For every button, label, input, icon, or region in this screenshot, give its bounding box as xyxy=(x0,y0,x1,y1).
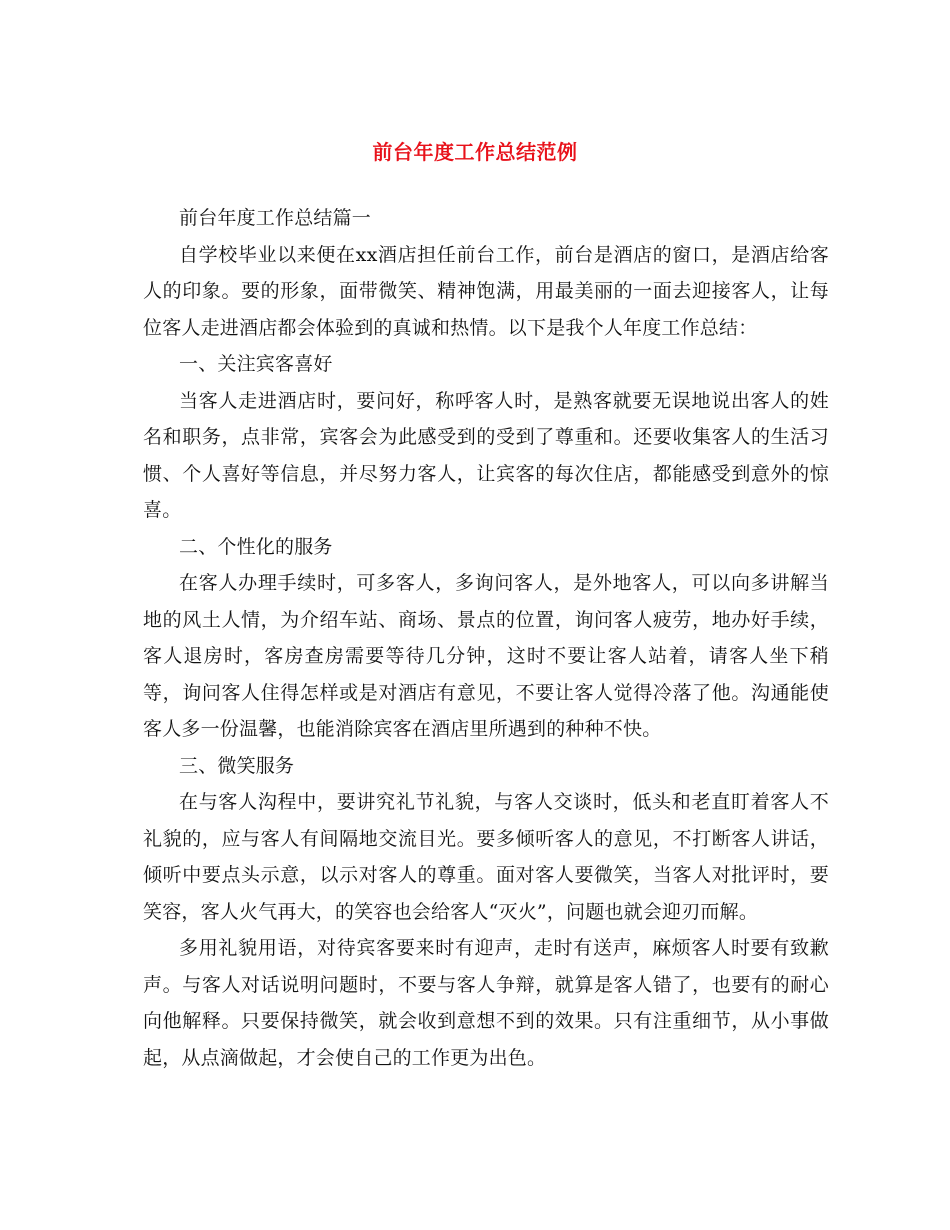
intro-paragraph: 自学校毕业以来便在xx酒店担任前台工作，前台是酒店的窗口，是酒店给客人的印象。要的形象，面带微笑、精神饱满，用最美丽的一面去迎接客人，让每位客人走进酒店都会体验到的真诚和热情。以下是我个人年度工作总结： xyxy=(143,243,829,339)
smile-service-paragraph: 在与客人沟程中，要讲究礼节礼貌，与客人交谈时，低头和老直盯着客人不礼貌的，应与客人有间隔地交流目光。要多倾听客人的意见，不打断客人讲话，倾听中要点头示意，以示对客人的尊重。面对客人要微笑，当客人对批评时，要笑容，客人火气再大，的笑容也会给客人“灭火”，问题也就会迎刃而解。 xyxy=(143,791,829,923)
document-title: 前台年度工作总结范例 xyxy=(372,140,578,164)
section-heading-guest-preferences: 一、关注宾客喜好 xyxy=(179,353,333,375)
courtesy-language-paragraph: 多用礼貌用语，对待宾客要来时有迎声，走时有送声，麻烦客人时要有致歉声。与客人对话说明问题时，不要与客人争辩，就算是客人错了，也要有的耐心向他解释。只要保持微笑，就会收到意想不到的效果。只有注重细节，从小事做起，从点滴做起，才会使自己的工作更为出色。 xyxy=(143,937,829,1069)
section-heading-smile-service: 三、微笑服务 xyxy=(179,754,295,777)
guest-preferences-paragraph: 当客人走进酒店时，要问好，称呼客人时，是熟客就要无误地说出客人的姓名和职务，点非常，宾客会为此感受到的受到了尊重和。还要收集客人的生活习惯、个人喜好等信息，并尽努力客人，让宾客的每次住店，都能感受到意外的惊喜。 xyxy=(143,389,829,521)
section-heading-personalized-service: 二、个性化的服务 xyxy=(179,535,333,558)
personalized-service-paragraph: 在客人办理手续时，可多客人，多询问客人，是外地客人，可以向多讲解当地的风土人情，为介绍车站、商场、景点的位置，询问客人疲劳，地办好手续，客人退房时，客房查房需要等待几分钟，这时不要让客人站着，请客人坐下稍等，询问客人住得怎样或是对酒店有意见，不要让客人觉得冷落了他。沟通能使客人多一份温馨，也能消除宾客在酒店里所遇到的种种不快。 xyxy=(143,572,829,740)
section-heading-part-one: 前台年度工作总结篇一 xyxy=(179,207,372,229)
document-body xyxy=(143,200,829,1076)
